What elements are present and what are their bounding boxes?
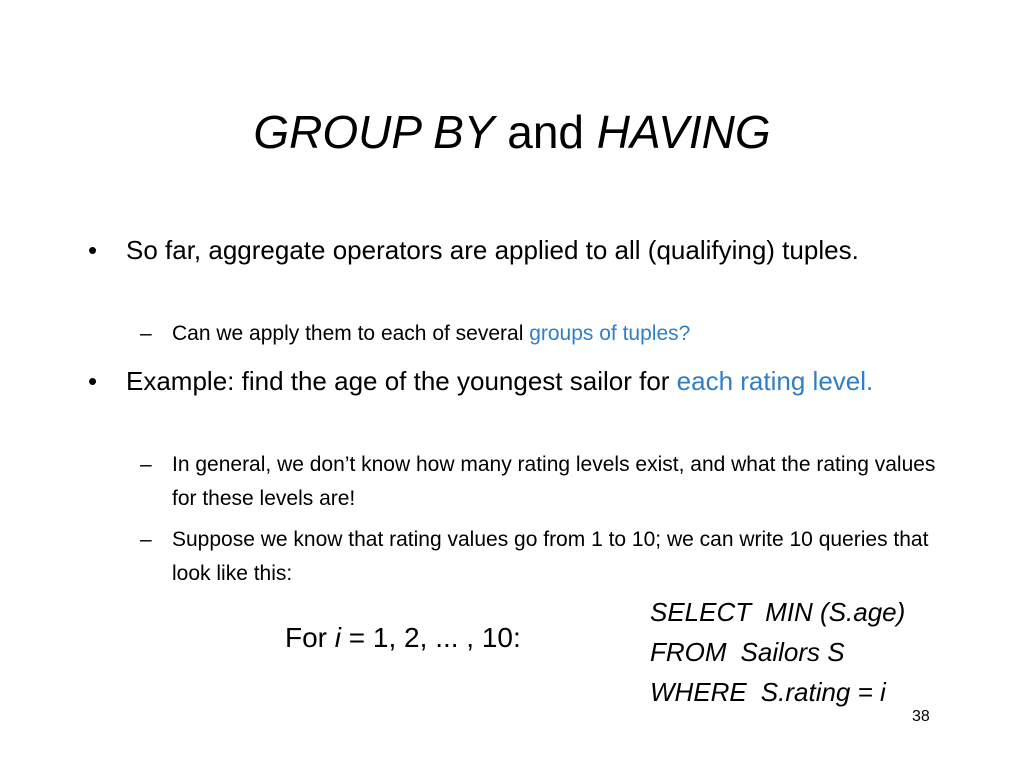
sql-from-expr: Sailors S xyxy=(740,637,845,667)
sub-bullet-2-1-text: In general, we don’t know how many rating levels exist, and what the rating values for these levels are! xyxy=(172,453,936,510)
title-having: HAVING xyxy=(596,106,771,158)
sub-bullet-1-1 xyxy=(140,317,940,351)
sql-where-row xyxy=(650,672,905,712)
highlight-each-rating-level: each rating level. xyxy=(676,366,874,396)
bullet-2 xyxy=(88,361,888,401)
sub-bullet-2-1 xyxy=(140,448,940,516)
sub-bullet-1-1-text: Can we apply them to each of several groups of tuples? xyxy=(172,322,691,345)
loop-suffix: = 1, 2, ... , 10: xyxy=(341,622,521,653)
bullet-1 xyxy=(88,230,888,270)
bullet-1-text: So far, aggregate operators are applied to all (qualifying) tuples. xyxy=(126,235,859,265)
sql-select-expr: MIN (S.age) xyxy=(765,597,906,627)
sub-bullet-2-2-text: Suppose we know that rating values go from 1 to 10; we can write 10 queries that look like this: xyxy=(172,528,929,585)
bullet-2-text: Example: find the age of the youngest sailor for each rating level. xyxy=(126,366,874,396)
loop-prefix: For xyxy=(285,622,335,653)
sql-where-expr: S.rating = i xyxy=(760,677,886,707)
slide-title xyxy=(0,104,1024,160)
sql-select-row xyxy=(650,592,905,632)
sql-select-keyword: SELECT xyxy=(650,597,752,627)
sql-from-keyword: FROM xyxy=(650,637,727,667)
sub-bullet-dash-icon: – xyxy=(140,453,152,476)
loop-statement xyxy=(285,618,521,658)
title-and: and xyxy=(507,106,585,158)
sub-bullet-2-2 xyxy=(140,523,940,591)
highlight-groups-of-tuples: groups of tuples? xyxy=(529,322,691,345)
sql-where-keyword: WHERE xyxy=(650,677,747,707)
sub-bullet-dash-icon: – xyxy=(140,528,152,551)
bullet-dot-icon: • xyxy=(88,235,98,265)
title-group-by: GROUP BY xyxy=(253,106,495,158)
bullet-dot-icon: • xyxy=(88,366,98,396)
sql-from-row xyxy=(650,632,905,672)
page-number: 38 xyxy=(912,708,930,725)
loop-variable: i xyxy=(334,622,342,653)
sub-bullet-dash-icon: – xyxy=(140,322,152,345)
sql-query xyxy=(650,592,905,712)
